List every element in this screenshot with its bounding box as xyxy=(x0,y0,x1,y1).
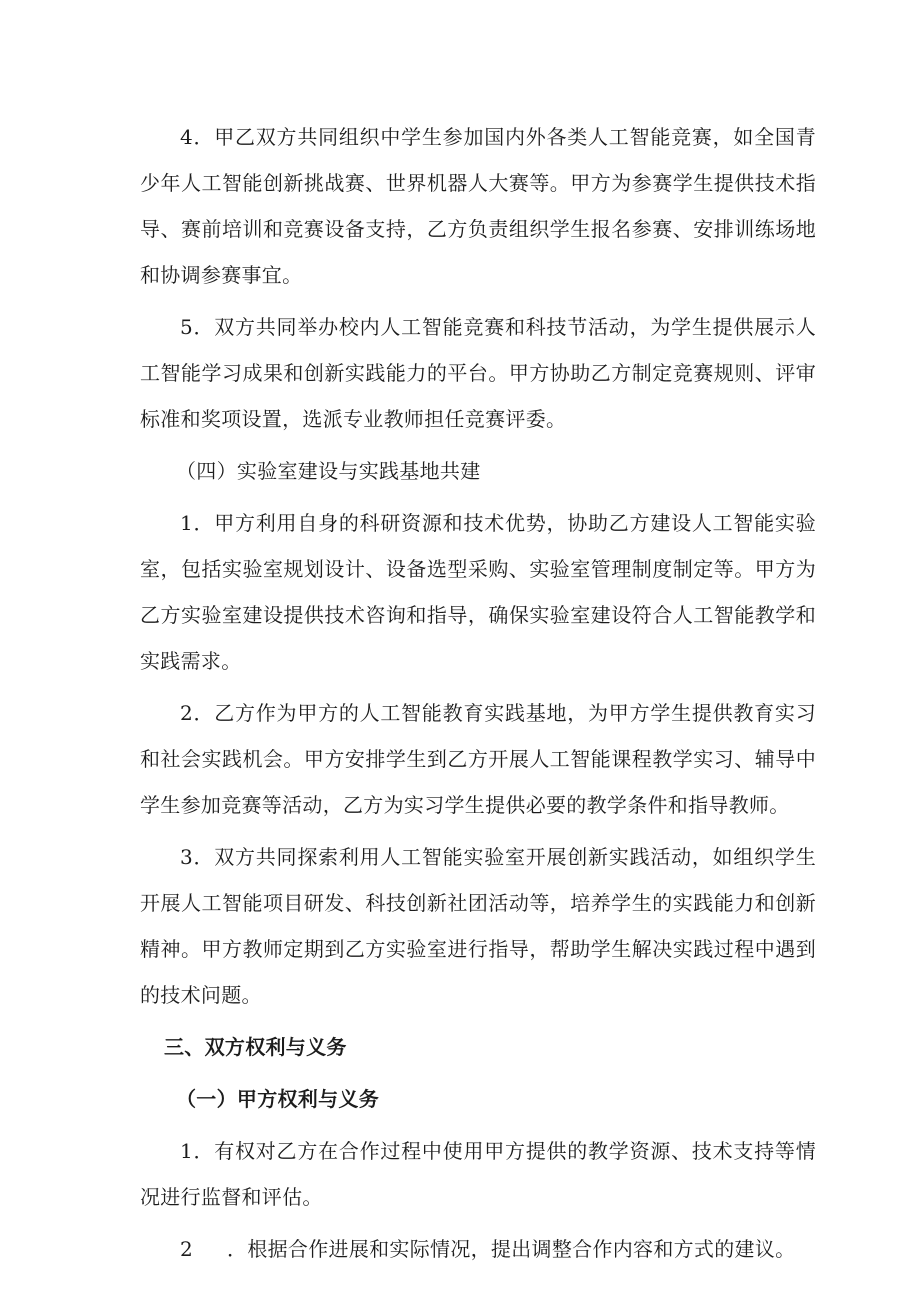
subsection-heading-lab: （四）实验室建设与实践基地共建 xyxy=(176,459,481,483)
paragraph-item-5: 5．双方共同举办校内人工智能竞赛和科技节活动，为学生提供展示人工智能学习成果和创新实践能力的平台。甲方协助乙方制定竞赛规则、评审标准和奖项设置，选派专业教师担任竞赛评委。 xyxy=(140,315,816,431)
paragraph-lab-item-2: 2．乙方作为甲方的人工智能教育实践基地，为甲方学生提供教育实习和社会实践机会。甲方安排学生到乙方开展人工智能课程教学实习、辅导中学生参加竞赛等活动，乙方为实习学生提供必要的教学条件和指导教师。 xyxy=(140,701,816,817)
rights-item-2 xyxy=(140,1226,816,1272)
document-body xyxy=(140,114,816,1278)
rights-item-2-number: 2 xyxy=(180,1237,194,1261)
paragraph-lab-item-1: 1．甲方利用自身的科研资源和技术优势，协助乙方建设人工智能实验室，包括实验室规划设计、设备选型采购、实验室管理制度制定等。甲方为乙方实验室建设提供技术咨询和指导，确保实验室建设符合人工智能教学和实践需求。 xyxy=(140,511,816,673)
paragraph-item-4: 4．甲乙双方共同组织中学生参加国内外各类人工智能竞赛，如全国青少年人工智能创新挑战赛、世界机器人大赛等。甲方为参赛学生提供技术指导、赛前培训和竞赛设备支持，乙方负责组织学生报名参赛、安排训练场地和协调参赛事宜。 xyxy=(140,125,816,287)
section-heading: 三、双方权利与义务 xyxy=(164,1035,347,1059)
paragraph-lab-item-3: 3．双方共同探索利用人工智能实验室开展创新实践活动，如组织学生开展人工智能项目研发、科技创新社团活动等，培养学生的实践能力和创新精神。甲方教师定期到乙方实验室进行指导，帮助学生解决实践过程中遇到的技术问题。 xyxy=(140,845,816,1007)
rights-item-2-text: ．根据合作进展和实际情况，提出调整合作内容和方式的建议。 xyxy=(227,1237,796,1261)
subsection-heading-party-a: （一）甲方权利与义务 xyxy=(176,1087,379,1111)
rights-item-1: 1．有权对乙方在合作过程中使用甲方提供的教学资源、技术支持等情况进行监督和评估。 xyxy=(140,1139,816,1209)
